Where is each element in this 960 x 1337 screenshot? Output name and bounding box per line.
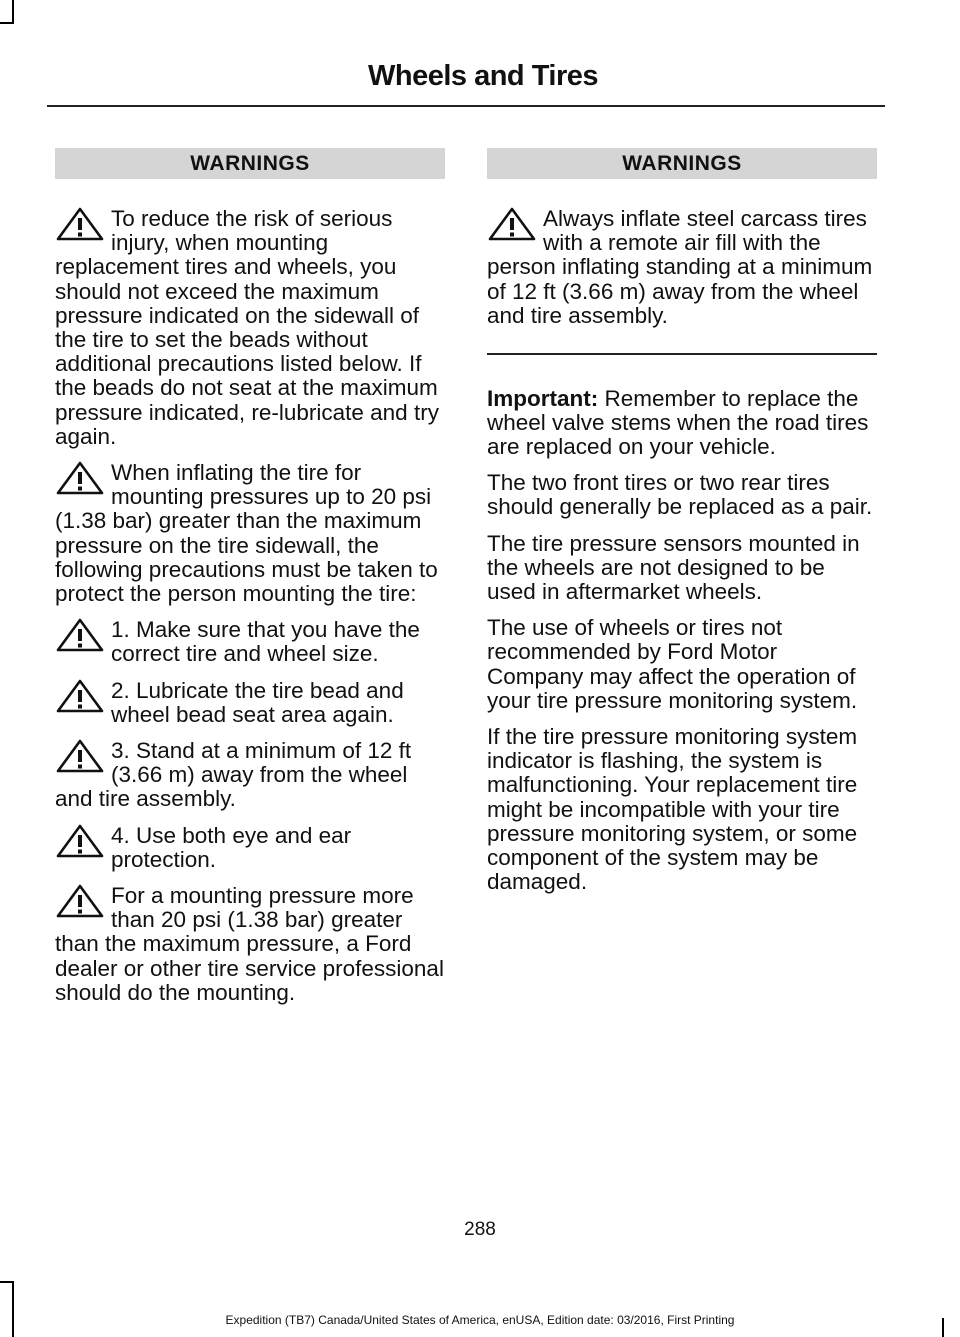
warning-block: [55, 461, 445, 606]
crop-mark-bottom-left: [12, 1281, 14, 1337]
warning-text: Always inflate steel carcass tires with a remote air fill with the person inflating standing at a minimum of 12 ft (3.66 m) away from the wheel and tire assembly.: [487, 206, 873, 328]
body-paragraph: If the tire pressure monitoring system indicator is flashing, the system is malfunctioning. Your replacement tire might be incompatible with your tire pressure monitoring system, or some component of the system may be damaged.: [487, 723, 858, 895]
warnings-banner: WARNINGS: [487, 148, 877, 179]
page-number: 288: [464, 1219, 496, 1240]
warning-text: For a mounting pressure more than 20 psi (1.38 bar) greater than the maximum pressure, a Ford dealer or other tire service professional should do the mounting.: [55, 883, 444, 1005]
warning-triangle-icon: [55, 739, 105, 773]
warning-text: 1. Make sure that you have the correct tire and wheel size.: [111, 617, 420, 667]
footer-edition-info: Expedition (TB7) Canada/United States of America, enUSA, Edition date: 03/2016, First Printing: [225, 1313, 735, 1327]
warning-triangle-icon: [55, 618, 105, 652]
important-note: [487, 387, 877, 460]
warning-block: [55, 679, 445, 727]
warning-text: When inflating the tire for mounting pressures up to 20 psi (1.38 bar) greater than the maximum pressure on the tire sidewall, the following precautions must be taken to protect the person mounting the tire:: [55, 460, 438, 607]
important-label: Important:: [487, 385, 599, 411]
crop-mark-top-left-h: [0, 22, 14, 24]
crop-mark-bottom-left-h: [0, 1281, 14, 1283]
warnings-banner: WARNINGS: [55, 148, 445, 179]
warning-text: 2. Lubricate the tire bead and wheel bead seat area again.: [111, 677, 404, 727]
warning-text: To reduce the risk of serious injury, when mounting replacement tires and wheels, you should not exceed the maximum pressure indicated on the sidewall of the tire to set the beads without additional precautions listed below. If the beads do not seat at the maximum pressure indicated, re-lubricate and try again.: [55, 206, 439, 449]
warning-block: [55, 739, 445, 812]
warning-text: 4. Use both eye and ear protection.: [111, 822, 352, 872]
right-column: [487, 148, 877, 906]
warning-block: [55, 884, 445, 1005]
page-title: Wheels and Tires: [368, 60, 598, 92]
warning-text: 3. Stand at a minimum of 12 ft (3.66 m) away from the wheel and tire assembly.: [55, 738, 412, 812]
body-paragraph: The tire pressure sensors mounted in the wheels are not designed to be used in aftermarket wheels.: [487, 530, 860, 604]
left-column: [55, 148, 445, 1005]
body-paragraph: The use of wheels or tires not recommended by Ford Motor Company may affect the operation of your tire pressure monitoring system.: [487, 615, 858, 713]
crop-mark-top-left: [12, 0, 14, 22]
header-rule: [47, 105, 885, 107]
warning-block: [487, 207, 877, 328]
warning-triangle-icon: [55, 207, 105, 241]
important-text: Remember to replace the wheel valve stems when the road tires are replaced on your vehicle.: [487, 385, 869, 459]
warning-triangle-icon: [55, 884, 105, 918]
warning-triangle-icon: [55, 824, 105, 858]
warning-block: [55, 824, 445, 872]
warning-triangle-icon: [55, 461, 105, 495]
warning-block: [55, 618, 445, 666]
warning-triangle-icon: [487, 207, 537, 241]
warning-triangle-icon: [55, 679, 105, 713]
body-paragraph: The two front tires or two rear tires should generally be replaced as a pair.: [487, 470, 873, 520]
warning-block: [55, 207, 445, 449]
